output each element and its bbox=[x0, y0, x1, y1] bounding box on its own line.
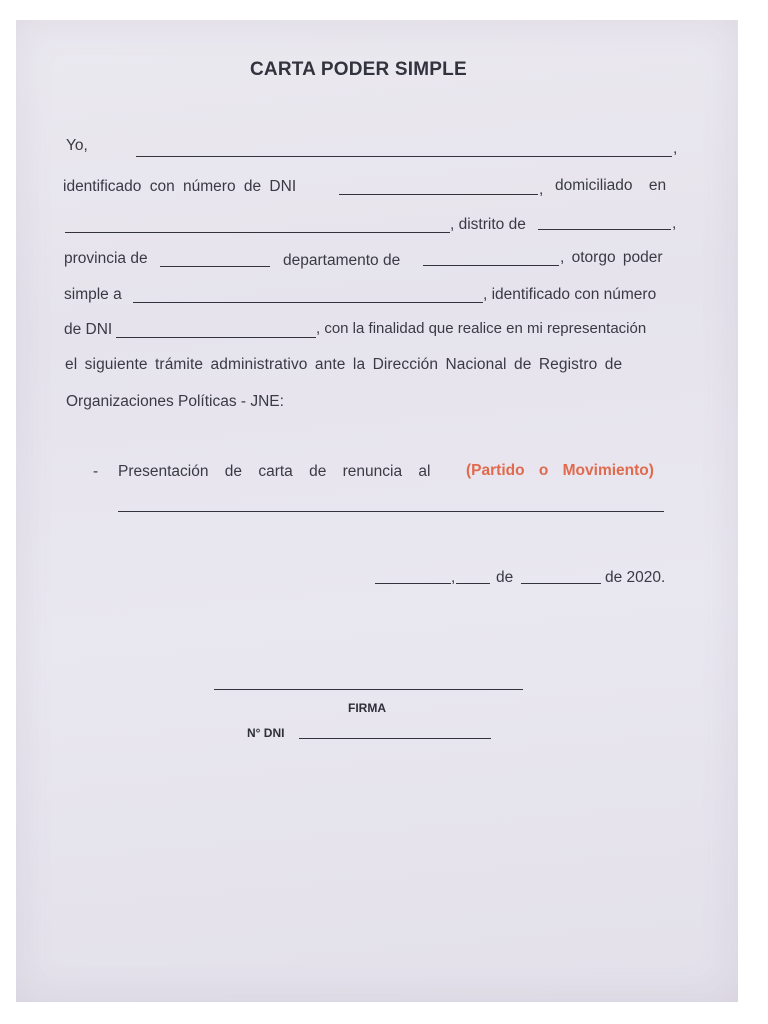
item-text: Presentación de carta de renuncia al bbox=[118, 463, 431, 480]
domiciliado-label: domiciliado en bbox=[555, 177, 667, 194]
comma: , bbox=[672, 215, 677, 232]
comma: , bbox=[539, 181, 544, 198]
identificado-label: identificado con número de DNI bbox=[63, 178, 297, 195]
district-blank[interactable] bbox=[538, 229, 671, 230]
address-blank[interactable] bbox=[65, 232, 450, 233]
distrito-label: , distrito de bbox=[450, 216, 526, 233]
party-highlight: (Partido o Movimiento) bbox=[466, 462, 654, 479]
departamento-label: departamento de bbox=[283, 252, 401, 269]
tramite-text: el siguiente trámite administrativo ante la Dirección Nacional de Registro de bbox=[65, 356, 623, 373]
firma-label: FIRMA bbox=[348, 701, 386, 715]
list-dash: - bbox=[93, 463, 99, 480]
otorgo-label: , otorgo poder bbox=[560, 249, 663, 266]
document-title: CARTA PODER SIMPLE bbox=[250, 59, 467, 80]
finalidad-text: , con la finalidad que realice en mi representación bbox=[316, 320, 647, 337]
signature-line[interactable] bbox=[214, 689, 523, 690]
month-blank[interactable] bbox=[521, 583, 601, 584]
signature-dni-blank[interactable] bbox=[299, 738, 491, 739]
yo-label: Yo, bbox=[66, 137, 88, 154]
day-blank[interactable] bbox=[456, 583, 490, 584]
party-name-blank[interactable] bbox=[118, 511, 664, 512]
representative-name-blank[interactable] bbox=[133, 302, 483, 303]
department-blank[interactable] bbox=[423, 265, 559, 266]
identificado-numero-label: , identificado con número bbox=[483, 286, 657, 303]
dni-blank[interactable] bbox=[339, 194, 538, 195]
province-blank[interactable] bbox=[160, 266, 270, 267]
comma: , bbox=[673, 140, 678, 157]
simple-a-label: simple a bbox=[64, 286, 122, 303]
de-label: de bbox=[496, 569, 514, 586]
provincia-label: provincia de bbox=[64, 250, 148, 267]
signature-dni-label: N° DNI bbox=[247, 726, 285, 740]
year-label: de 2020. bbox=[605, 569, 666, 586]
name-blank[interactable] bbox=[136, 156, 672, 157]
representative-dni-blank[interactable] bbox=[116, 337, 316, 338]
comma: , bbox=[451, 569, 456, 586]
organizaciones-text: Organizaciones Políticas - JNE: bbox=[66, 393, 284, 410]
place-blank[interactable] bbox=[375, 583, 451, 584]
de-dni-label: de DNI bbox=[64, 321, 113, 338]
